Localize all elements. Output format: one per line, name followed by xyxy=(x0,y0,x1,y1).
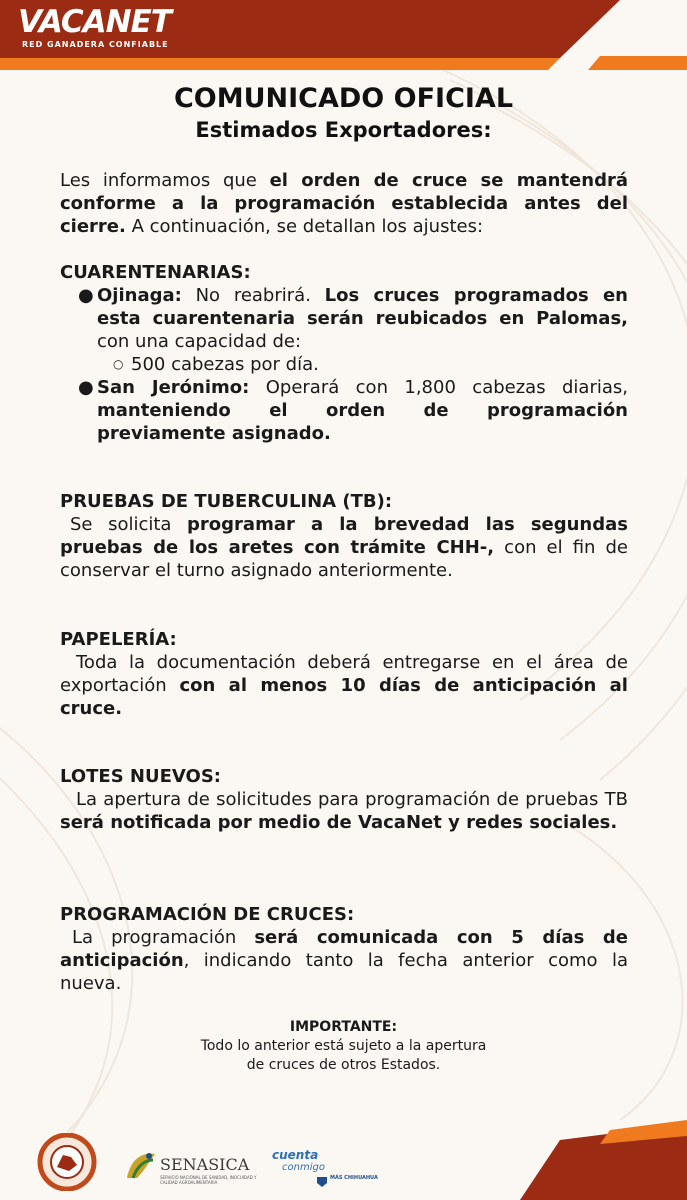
sub-bullet-icon: ○ xyxy=(113,357,124,371)
ojinaga-text-1: No reabrirá. xyxy=(181,285,325,306)
bullet-icon: ● xyxy=(78,377,94,398)
san-jeronimo-bold: manteniendo el orden de programación previamente asignado. xyxy=(97,400,628,444)
senasica-emblem-icon xyxy=(123,1148,159,1182)
footer-shape xyxy=(0,1120,687,1200)
tb-paragraph xyxy=(60,513,628,582)
page-title: COMUNICADO OFICIAL xyxy=(173,83,514,114)
lotes-text: La apertura de solicitudes para programación de pruebas TB xyxy=(76,789,628,810)
cuenta-conmigo-logo: cuenta xyxy=(272,1148,319,1162)
important-line-2: de cruces de otros Estados. xyxy=(246,1057,441,1073)
tb-text-2: con el fin de conservar el turno asignado anteriormente. xyxy=(60,537,629,581)
bullet-icon: ● xyxy=(78,285,94,306)
ojinaga-capacity: 500 cabezas por día. xyxy=(131,354,319,375)
programacion-bold: será comunicada con 5 días de anticipación xyxy=(60,927,629,971)
important-line-1: Todo lo anterior está sujeto a la apertura xyxy=(200,1038,487,1054)
tb-heading: PRUEBAS DE TUBERCULINA (TB): xyxy=(60,491,393,512)
tb-text-1: Se solicita xyxy=(70,514,188,535)
vacanet-logo xyxy=(18,4,171,52)
mas-chihuahua-wordmark: MÁS CHIHUAHUA xyxy=(330,1175,378,1181)
header-banner xyxy=(0,0,687,72)
san-jeronimo-item xyxy=(97,376,628,445)
san-jeronimo-label: San Jerónimo: xyxy=(97,377,250,398)
ojinaga-item xyxy=(97,284,628,353)
lotes-heading: LOTES NUEVOS: xyxy=(60,766,221,787)
cuarentenarias-heading: CUARENTENARIAS: xyxy=(60,262,251,283)
san-jeronimo-text: Operará con 1,800 cabezas diarias, xyxy=(249,377,628,398)
logo-wordmark: VACANET xyxy=(18,4,171,40)
ojinaga-bold: Los cruces programados en esta cuarentenaria serán reubicados en Palomas, xyxy=(97,285,628,329)
ojinaga-label: Ojinaga: xyxy=(97,285,182,306)
intro-text-2: A continuación, se detallan los ajustes: xyxy=(125,216,484,237)
ojinaga-text-2: con una capacidad de: xyxy=(97,331,302,352)
senasica-wordmark: SENASICA xyxy=(160,1155,250,1174)
chihuahua-shield-icon xyxy=(316,1176,328,1188)
programacion-text-2: , indicando tanto la fecha anterior como la nueva. xyxy=(60,950,628,994)
lotes-paragraph xyxy=(60,788,628,834)
papeleria-bold: con al menos 10 días de anticipación al cruce. xyxy=(60,675,628,719)
papeleria-text: Toda la documentación deberá entregarse en el área de exportación xyxy=(60,652,628,696)
intro-bold: el orden de cruce se mantendrá conforme a la programación establecida antes del cierre. xyxy=(60,170,628,237)
important-note xyxy=(0,1018,687,1075)
conmigo-wordmark: conmigo xyxy=(282,1162,325,1173)
important-heading: IMPORTANTE: xyxy=(289,1019,398,1035)
logo-tagline: RED GANADERA CONFIABLE xyxy=(22,40,169,49)
papeleria-paragraph xyxy=(60,651,628,720)
senasica-subtitle: SERVICIO NACIONAL DE SANIDAD, INOCUIDAD Y CALIDAD AGROALIMENTARIA xyxy=(160,1175,257,1185)
intro-text-1: Les informamos que xyxy=(60,170,270,191)
intro-paragraph xyxy=(60,169,628,238)
programacion-text-1: La programación xyxy=(72,927,255,948)
programacion-paragraph xyxy=(60,926,628,995)
papeleria-heading: PAPELERÍA: xyxy=(60,629,177,650)
union-ganadera-seal-icon xyxy=(33,1133,101,1191)
tb-bold: programar a la brevedad las segundas pruebas de los aretes con trámite CHH-, xyxy=(60,514,628,558)
programacion-heading: PROGRAMACIÓN DE CRUCES: xyxy=(60,904,355,925)
lotes-bold: será notificada por medio de VacaNet y redes sociales. xyxy=(60,812,618,833)
page-subtitle: Estimados Exportadores: xyxy=(195,118,492,142)
